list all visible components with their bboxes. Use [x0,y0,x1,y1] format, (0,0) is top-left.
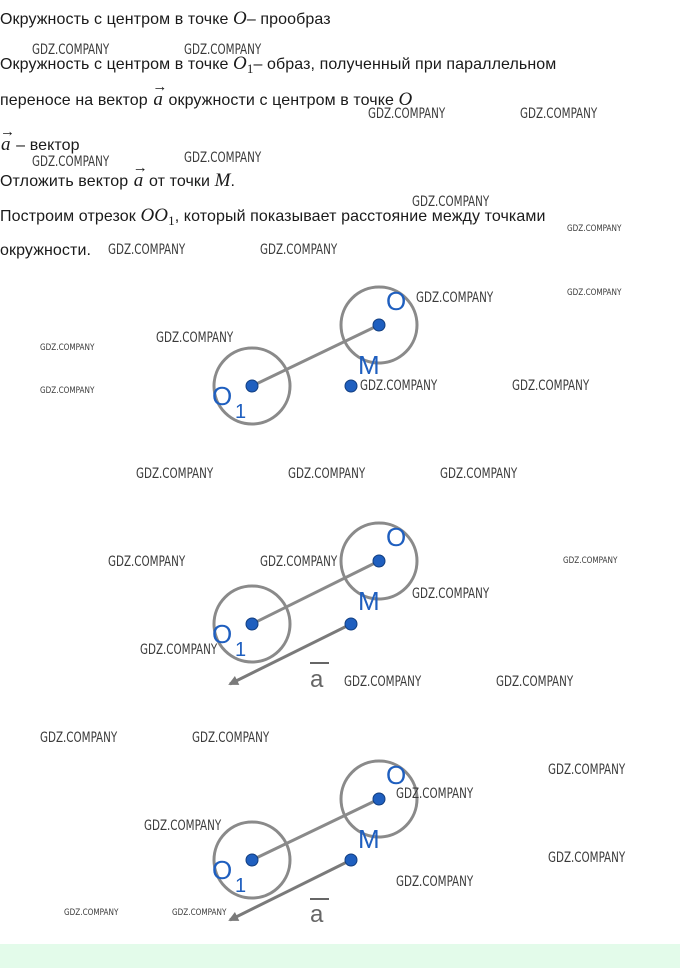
watermark: GDZ.COMPANY [412,586,490,602]
vector-arrow-icon: → [152,79,168,95]
watermark: GDZ.COMPANY [32,154,110,170]
label-O1-subscript: 1 [235,639,247,661]
math-O: O [398,89,413,110]
watermark: GDZ.COMPANY [32,42,110,58]
watermark: GDZ.COMPANY [172,908,227,918]
figure-2 [212,522,417,693]
watermark: GDZ.COMPANY [184,42,262,58]
text-fragment: , который показывает расстояние между точками [174,208,546,225]
watermark: GDZ.COMPANY [412,194,490,210]
text-fragment: окружности. [0,242,92,259]
watermark: GDZ.COMPANY [260,554,338,570]
text-fragment: – прообраз [246,11,331,28]
watermark: GDZ.COMPANY [40,343,95,353]
label-O1: O [212,381,233,411]
math-subscript: 1 [168,213,175,228]
watermark: GDZ.COMPANY [108,242,186,258]
label-O: O [386,760,407,790]
vector-letter: a [133,170,144,191]
vector-a-arrow [230,624,351,684]
vector-arrow-icon: → [0,124,16,140]
watermark: GDZ.COMPANY [140,642,218,658]
text-fragment: . [230,173,236,190]
text-fragment: Окружность с центром в точке [0,11,234,28]
watermark: GDZ.COMPANY [567,224,622,234]
text-fragment: Построим отрезок [0,208,141,225]
watermark: GDZ.COMPANY [520,106,598,122]
watermark: GDZ.COMPANY [40,386,95,396]
label-M: M [358,350,380,380]
label-O1: O [212,619,233,649]
watermark: GDZ.COMPANY [548,762,626,778]
watermark: GDZ.COMPANY [416,290,494,306]
point-M [345,380,357,392]
vector-letter: a [153,89,163,110]
math-O: O [233,8,247,29]
watermark: GDZ.COMPANY [156,330,234,346]
watermark: GDZ.COMPANY [288,466,366,482]
watermark: GDZ.COMPANY [184,150,262,166]
watermark: GDZ.COMPANY [40,730,118,746]
watermark: GDZ.COMPANY [368,106,446,122]
point-M [345,854,357,866]
label-a: a [310,901,324,928]
math-subscript: 1 [246,61,254,76]
watermark: GDZ.COMPANY [440,466,518,482]
text-fragment: окружности с центром в точке [163,92,399,109]
watermark: GDZ.COMPANY [64,908,119,918]
watermark: GDZ.COMPANY [567,288,622,298]
footer-bar [0,944,680,968]
math-O1: O [233,53,247,74]
text-fragment: – вектор [11,137,80,154]
math-M: M [214,170,231,191]
label-O1-subscript: 1 [235,875,247,897]
label-O: O [386,286,407,316]
point-O1 [246,618,258,630]
watermark: GDZ.COMPANY [360,378,438,394]
label-a: a [310,666,324,693]
label-M: M [358,586,380,616]
text-fragment: переносе на вектор [0,92,153,109]
text-fragment: Окружность с центром в точке [0,56,234,73]
label-O1: O [212,855,233,885]
vector-letter: a [1,134,11,155]
watermark: GDZ.COMPANY [136,466,214,482]
point-O1 [246,380,258,392]
watermark: GDZ.COMPANY [260,242,338,258]
point-O1 [246,854,258,866]
watermark: GDZ.COMPANY [396,786,474,802]
watermark: GDZ.COMPANY [108,554,186,570]
watermark: GDZ.COMPANY [496,674,574,690]
watermark: GDZ.COMPANY [344,674,422,690]
point-M [345,618,357,630]
watermark: GDZ.COMPANY [548,850,626,866]
label-O1-subscript: 1 [235,401,247,423]
text-fragment: от точки [144,173,215,190]
text-fragment: – образ, полученный при параллельном [253,56,557,73]
watermark: GDZ.COMPANY [192,730,270,746]
watermark: GDZ.COMPANY [144,818,222,834]
label-M: M [358,824,380,854]
math-OO1: OO [140,205,169,226]
label-O: O [386,522,407,552]
vector-arrow-icon: → [132,160,148,176]
watermark: GDZ.COMPANY [396,874,474,890]
point-O [373,793,385,805]
watermark: GDZ.COMPANY [563,556,618,566]
figure-3 [212,760,417,928]
point-O [373,555,385,567]
point-O [373,319,385,331]
vector-a-arrow [230,860,351,920]
figure-1 [212,286,417,424]
watermark: GDZ.COMPANY [512,378,590,394]
text-fragment: Отложить вектор [0,173,133,190]
